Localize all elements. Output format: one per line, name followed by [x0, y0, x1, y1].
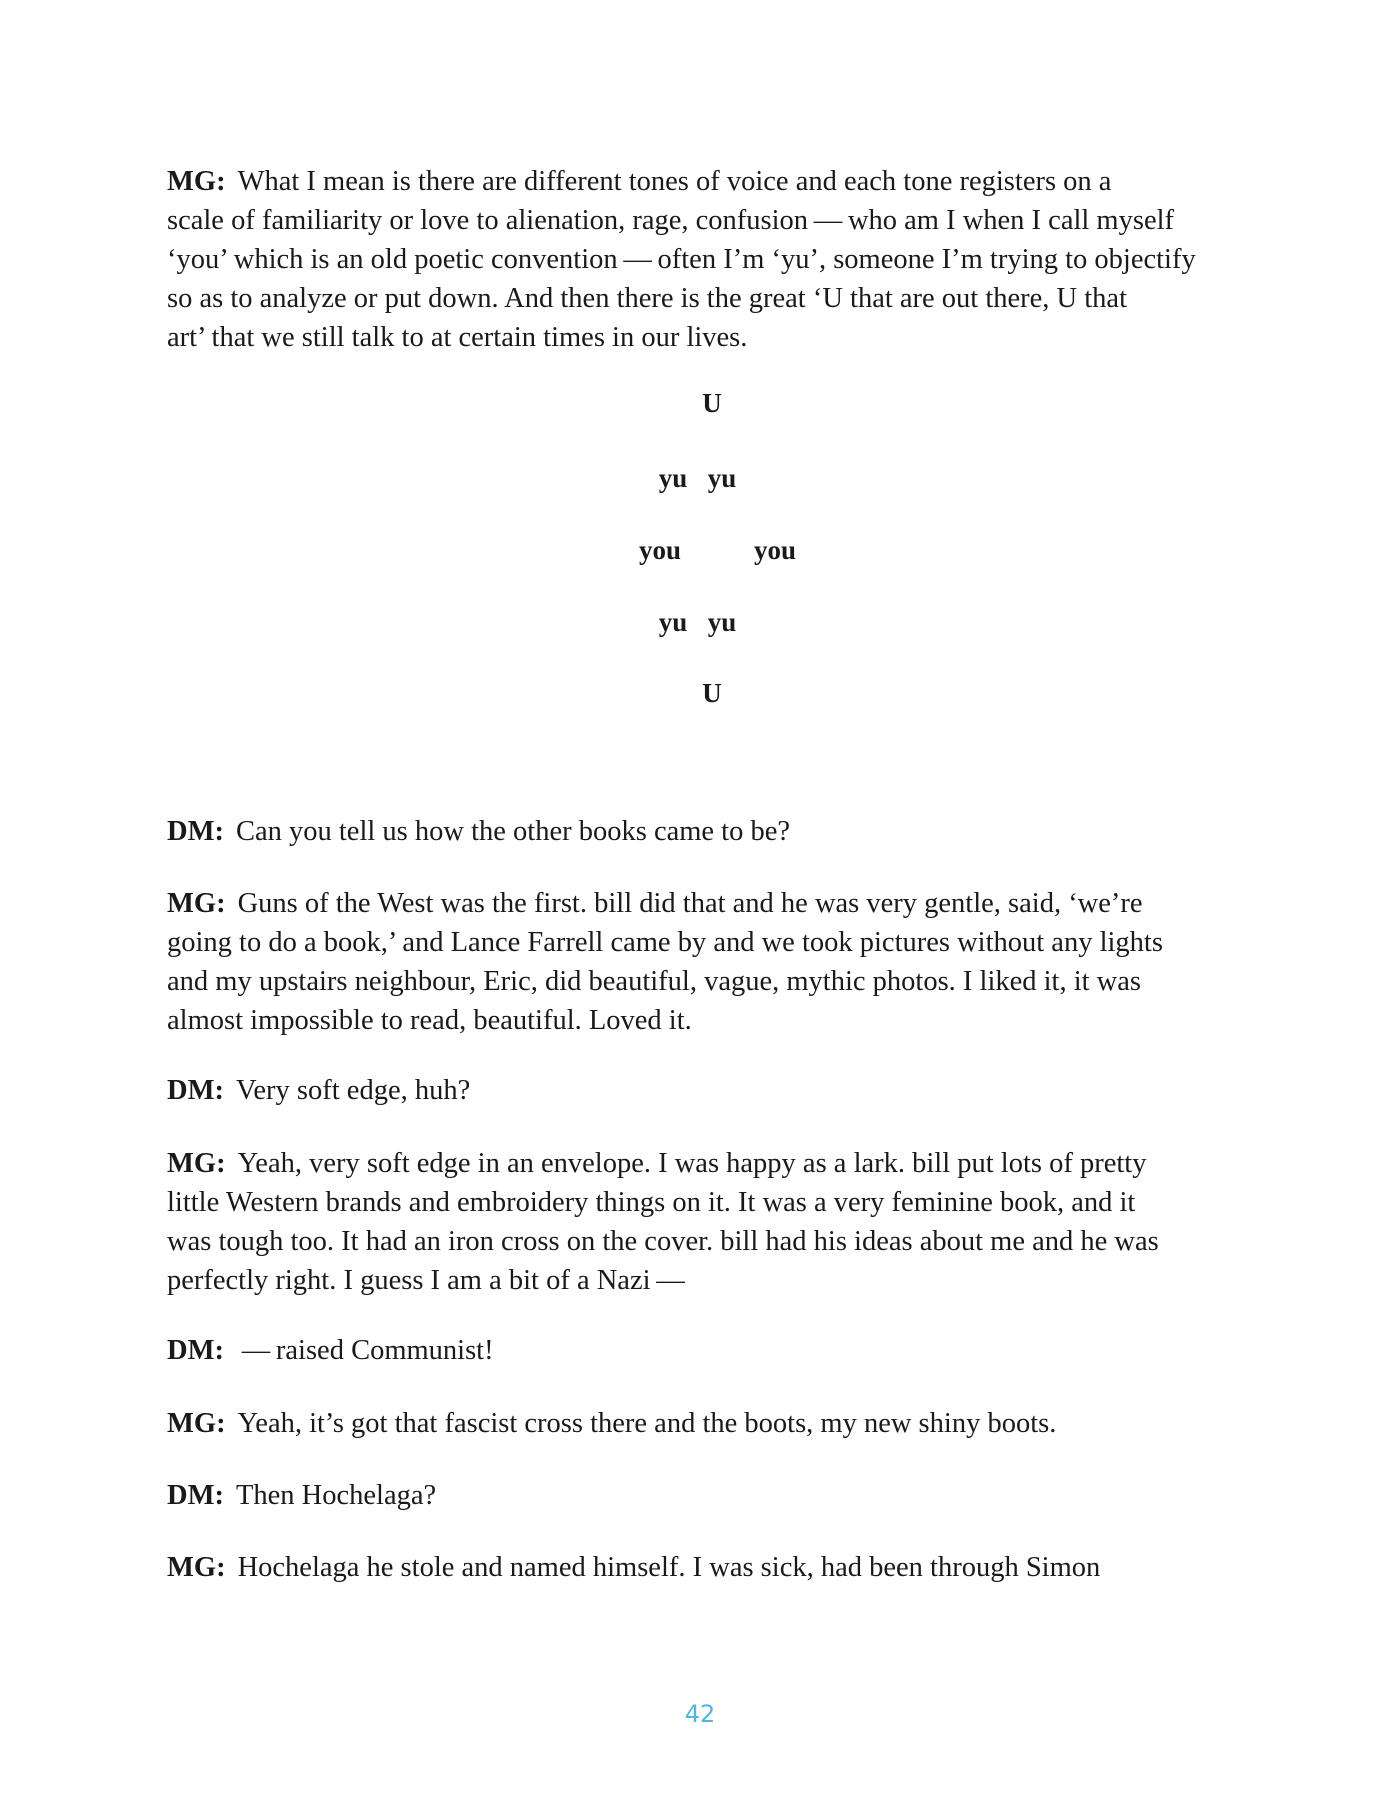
speaker-label: DM:	[167, 1480, 224, 1511]
paragraph-line: scale of familiarity or love to alienation, rage, confusion — who am I when I call myself	[167, 205, 1175, 236]
paragraph-line: DM: — raised Communist!	[167, 1335, 494, 1366]
dialogue-dm-soft-edge	[167, 1071, 1247, 1110]
speaker-label: DM:	[167, 1335, 224, 1366]
paragraph-line: DM: Very soft edge, huh?	[167, 1075, 471, 1106]
paragraph-line: MG: Yeah, very soft edge in an envelope. I was happy as a lark. bill put lots of pretty	[167, 1148, 1147, 1179]
dialogue-mg-guns-of-the-west	[167, 884, 1247, 1040]
speaker-label: MG:	[167, 166, 226, 197]
paragraph-line: so as to analyze or put down. And then there is the great ‘U that are out there, U that	[167, 283, 1127, 314]
paragraph-line: MG: Guns of the West was the first. bill did that and he was very gentle, said, ‘we’re	[167, 888, 1143, 919]
poem-word-top-u: U	[702, 388, 722, 418]
speaker-label: MG:	[167, 1552, 226, 1583]
poem-word-upper-left-yu: yu	[658, 463, 688, 493]
paragraph-line: almost impossible to read, beautiful. Loved it.	[167, 1005, 692, 1036]
poem-word-lower-left-yu: yu	[658, 607, 688, 637]
paragraph-line: going to do a book,’ and Lance Farrell came by and we took pictures without any lights	[167, 927, 1163, 958]
page-number: 42	[684, 1700, 716, 1728]
paragraph-line: MG: What I mean is there are different tones of voice and each tone registers on a	[167, 166, 1112, 197]
paragraph-line: and my upstairs neighbour, Eric, did beautiful, vague, mythic photos. I liked it, it was	[167, 966, 1142, 997]
paragraph-line: ‘you’ which is an old poetic convention — often I’m ‘yu’, someone I’m trying to objectify	[167, 244, 1196, 275]
poem-word-left-you: you	[638, 535, 682, 565]
dialogue-mg-fascist-cross	[167, 1404, 1247, 1443]
dialogue-dm-hochelaga	[167, 1476, 1247, 1515]
poem-word-lower-right-yu: yu	[707, 607, 737, 637]
paragraph-mg-tones-of-voice	[167, 162, 1247, 357]
dialogue-mg-hochelaga-stole	[167, 1548, 1247, 1587]
paragraph-line: MG: Hochelaga he stole and named himself. I was sick, had been through Simon	[167, 1552, 1101, 1583]
paragraph-line: art’ that we still talk to at certain times in our lives.	[167, 322, 748, 353]
dialogue-dm-raised-communist	[167, 1331, 1247, 1370]
paragraph-line: MG: Yeah, it’s got that fascist cross there and the boots, my new shiny boots.	[167, 1408, 1057, 1439]
poem-word-upper-right-yu: yu	[707, 463, 737, 493]
speaker-label: DM:	[167, 1075, 224, 1106]
paragraph-line: perfectly right. I guess I am a bit of a Nazi —	[167, 1265, 685, 1296]
dialogue-mg-envelope	[167, 1144, 1247, 1300]
poem-word-right-you: you	[753, 535, 797, 565]
paragraph-line: DM: Then Hochelaga?	[167, 1480, 437, 1511]
dialogue-dm-other-books	[167, 812, 1247, 851]
poem-word-bottom-u: U	[702, 678, 722, 708]
paragraph-line: DM: Can you tell us how the other books came to be?	[167, 816, 791, 847]
speaker-label: MG:	[167, 1408, 226, 1439]
speaker-label: MG:	[167, 888, 226, 919]
paragraph-line: little Western brands and embroidery things on it. It was a very feminine book, and it	[167, 1187, 1136, 1218]
speaker-label: DM:	[167, 816, 224, 847]
paragraph-line: was tough too. It had an iron cross on the cover. bill had his ideas about me and he was	[167, 1226, 1159, 1257]
speaker-label: MG:	[167, 1148, 226, 1179]
